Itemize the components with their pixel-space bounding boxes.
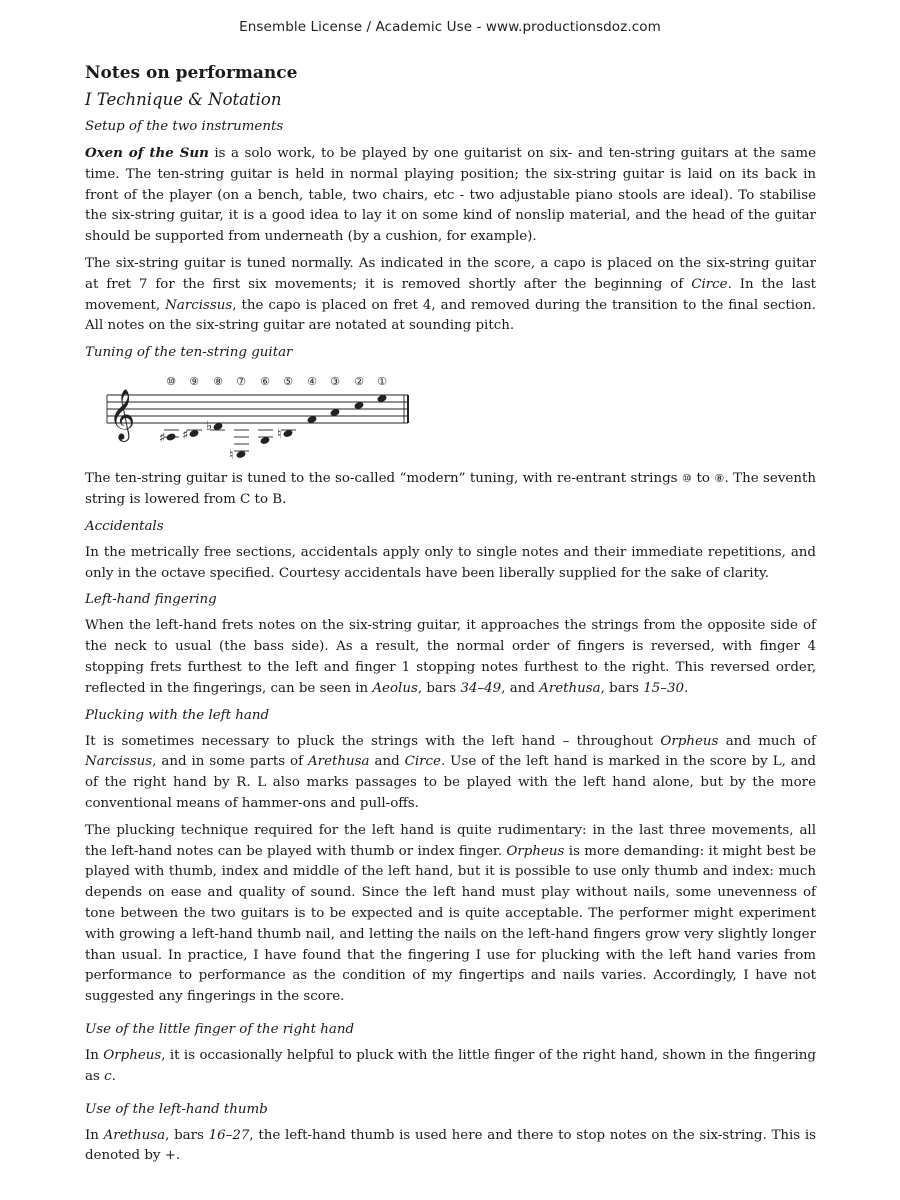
flat-8: ♭ [206, 419, 213, 435]
natural-7: ♮ [229, 448, 234, 464]
page-title: Notes on performance [85, 63, 298, 83]
note-string-10 [166, 433, 177, 442]
left-hand-fingering-heading: Left-hand fingering [85, 592, 217, 608]
little-finger-paragraph: In Orpheus, it is occasionally helpful to pluck with the little finger of the right hand, shown in the fingering as c. [85, 1047, 817, 1084]
natural-5: ♮ [277, 427, 282, 443]
string-label-3: ③ [330, 375, 340, 389]
string-label-8: ⑧ [213, 375, 223, 389]
string-label-6: ⑥ [260, 375, 270, 389]
document-page [85, 58, 816, 1167]
left-hand-thumb-heading: Use of the left-hand thumb [85, 1101, 268, 1117]
string-label-9: ⑨ [189, 375, 199, 389]
sharp-10: ♯ [159, 431, 166, 447]
string-label-10: ⑩ [166, 375, 176, 389]
plucking-heading: Plucking with the left hand [85, 707, 270, 723]
little-finger-heading: Use of the little finger of the right hand [85, 1021, 355, 1037]
setup-heading: Setup of the two instruments [85, 119, 284, 134]
left-hand-thumb-paragraph: In Arethusa, bars 16–27, the left-hand thumb is used here and there to stop notes on the six-string. This is denoted by +. [85, 1127, 817, 1164]
plucking-paragraph-2: The plucking technique required for the left hand is quite rudimentary: in the last three movements, all the left-hand notes can be played with thumb or index finger. Orpheus is more demanding: it might best be played with thumb, index and middle of the left hand, but it is possible to use only thumb and index: much depends on ease and quality of sound. Since the left hand must play without nails, some unevenness of tone between the two guitars is to be expected and is quite acceptable. The performer might experiment with growing a left-hand thumb nail, and letting the nails on the left-hand fingers grow very slightly longer than usual. In practice, I have found that the fingering I use for plucking with the left hand varies from performance to performance as the condition of my fingertips and nails varies. Accordingly, I have not suggested any fingerings in the score. [85, 822, 816, 1005]
setup-paragraph-1: Oxen of the Sun is a solo work, to be played by one guitarist on six- and ten-string guitars at the same time. The ten-string guitar is held in normal playing position; the six-string guitar is laid on its back in front of the player (on a bench, table, two chairs, etc - two adjustable piano stools are ideal). To stabilise the six-string guitar, it is a good idea to lay it on some kind of nonslip material, and the head of the guitar should be supported from underneath (by a cushion, for example). [85, 145, 817, 245]
work-title: Oxen of the Sun [85, 145, 209, 161]
tuning-heading: Tuning of the ten-string guitar [85, 345, 293, 361]
string-label-5: ⑤ [283, 375, 293, 389]
left-hand-fingering-paragraph: When the left-hand frets notes on the six-string guitar, it approaches the strings from the opposite side of the neck to usual (the bass side). As a result, the normal order of fingers is reversed, with finger 4 stopping frets furthest to the left and finger 1 stopping notes furthest to the right. This reversed order, reflected in the fingerings, can be seen in Aeolus, bars 34–49, and Arethusa, bars 15–30. [85, 618, 816, 696]
string-label-1: ① [377, 375, 387, 389]
setup-paragraph-2: The six-string guitar is tuned normally. As indicated in the score, a capo is placed on the six-string guitar at fret 7 for the first six movements; it is removed shortly after the beginning of Circe. In the last movement, Narcissus, the capo is placed on fret 4, and removed during the transition to the final section. All notes on the six-string guitar are notated at sounding pitch. [85, 255, 817, 334]
notes [159, 394, 387, 463]
string-label-4: ④ [307, 375, 317, 389]
plucking-paragraph-1: It is sometimes necessary to pluck the strings with the left hand – throughout Orpheus and much of Narcissus, and in some parts of Arethusa and Circe. Use of the left hand is marked in the score by L, and of the right hand by R. L also marks passages to be played with the left hand alone, but by the more conventional means of hammer-ons and pull-offs. [85, 733, 817, 811]
license-header: Ensemble License / Academic Use - www.productionsdoz.com [239, 19, 661, 35]
accidentals-heading: Accidentals [85, 518, 164, 534]
accidentals-paragraph: In the metrically free sections, accidentals apply only to single notes and their immediate repetitions, and only in the octave specified. Courtesy accidentals have been liberally supplied for the sake of clarity. [85, 544, 816, 581]
sharp-9: ♯ [182, 428, 189, 444]
section-title: I Technique & Notation [85, 90, 282, 109]
tuning-paragraph: The ten-string guitar is tuned to the so-called “modern” tuning, with re-entrant strings ⑩ to ⑧. The seventh string is lowered from C to B. [85, 471, 816, 507]
tuning-staff-figure [103, 369, 423, 465]
string-label-7: ⑦ [236, 375, 246, 389]
string-label-2: ② [354, 375, 364, 389]
treble-clef: 𝄞 [109, 389, 136, 441]
staff-lines [107, 395, 408, 423]
